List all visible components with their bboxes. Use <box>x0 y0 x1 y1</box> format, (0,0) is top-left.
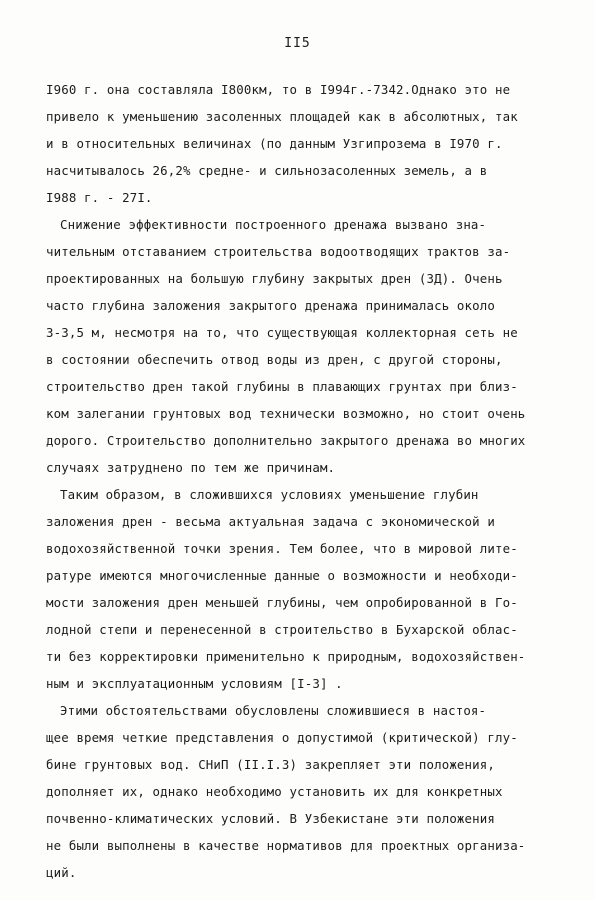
text-line: лодной степи и перенесенной в строительство в Бухарской облас- <box>46 622 518 637</box>
text-line: и в относительных величинах (по данным Узгипрозема в I970 г. <box>46 136 503 151</box>
text-line: водохозяйственной точки зрения. Тем более, что в мировой лите- <box>46 541 518 556</box>
text-line: ком залегании грунтовых вод технически возможно, но стоит очень <box>46 406 526 421</box>
text-line: мости заложения дрен меньшей глубины, чем опробированной в Го- <box>46 595 518 610</box>
text-line: случаях затруднено по тем же причинам. <box>46 460 336 475</box>
text-line: ратуре имеются многочисленные данные о возможности и необходи- <box>46 568 518 583</box>
text-line: ций. <box>46 865 77 880</box>
text-line: насчитывалось 26,2% средне- и сильнозасоленных земель, а в <box>46 163 488 178</box>
text-line: I988 г. - 27I. <box>46 190 153 205</box>
text-line: строительство дрен такой глубины в плавающих грунтах при близ- <box>46 379 518 394</box>
text-line: ти без корректировки применительно к природным, водохозяйствен- <box>46 649 526 664</box>
text-line: щее время четкие представления о допустимой (критической) глу- <box>46 730 518 745</box>
text-line: бине грунтовых вод. СНиП (II.I.3) закрепляет эти положения, <box>46 757 495 772</box>
text-line: чительным отставанием строительства водоотводящих трактов за- <box>46 244 511 259</box>
text-line: I960 г. она составляла I800км, то в I994г.-7342.Однако это не <box>46 82 511 97</box>
text-line: заложения дрен - весьма актуальная задача с экономической и <box>46 514 495 529</box>
text-line: 3-3,5 м, несмотря на то, что существующая коллекторная сеть не <box>46 325 518 340</box>
text-line: не были выполнены в качестве нормативов для проектных организа- <box>46 838 526 853</box>
text-line: Снижение эффективности построенного дренажа вызвано зна- <box>60 217 487 232</box>
page-number: II5 <box>284 36 311 51</box>
text-line: ным и эксплуатационным условиям [I-3] . <box>46 676 343 691</box>
text-line: Этими обстоятельствами обусловлены сложившиеся в настоя- <box>60 703 487 718</box>
text-line: в состоянии обеспечить отвод воды из дрен, с другой стороны, <box>46 352 503 367</box>
text-line: Таким образом, в сложившихся условиях уменьшение глубин <box>60 487 479 502</box>
text-line: почвенно-климатических условий. В Узбекистане эти положения <box>46 811 495 826</box>
text-line: дополняет их, однако необходимо установить их для конкретных <box>46 784 503 799</box>
text-line: привело к уменьшению засоленных площадей как в абсолютных, так <box>46 109 518 124</box>
text-line: дорого. Строительство дополнительно закрытого дренажа во многих <box>46 433 526 448</box>
text-line: проектированных на большую глубину закрытых дрен (ЗД). Очень <box>46 271 503 286</box>
text-line: часто глубина заложения закрытого дренажа принималась около <box>46 298 495 313</box>
